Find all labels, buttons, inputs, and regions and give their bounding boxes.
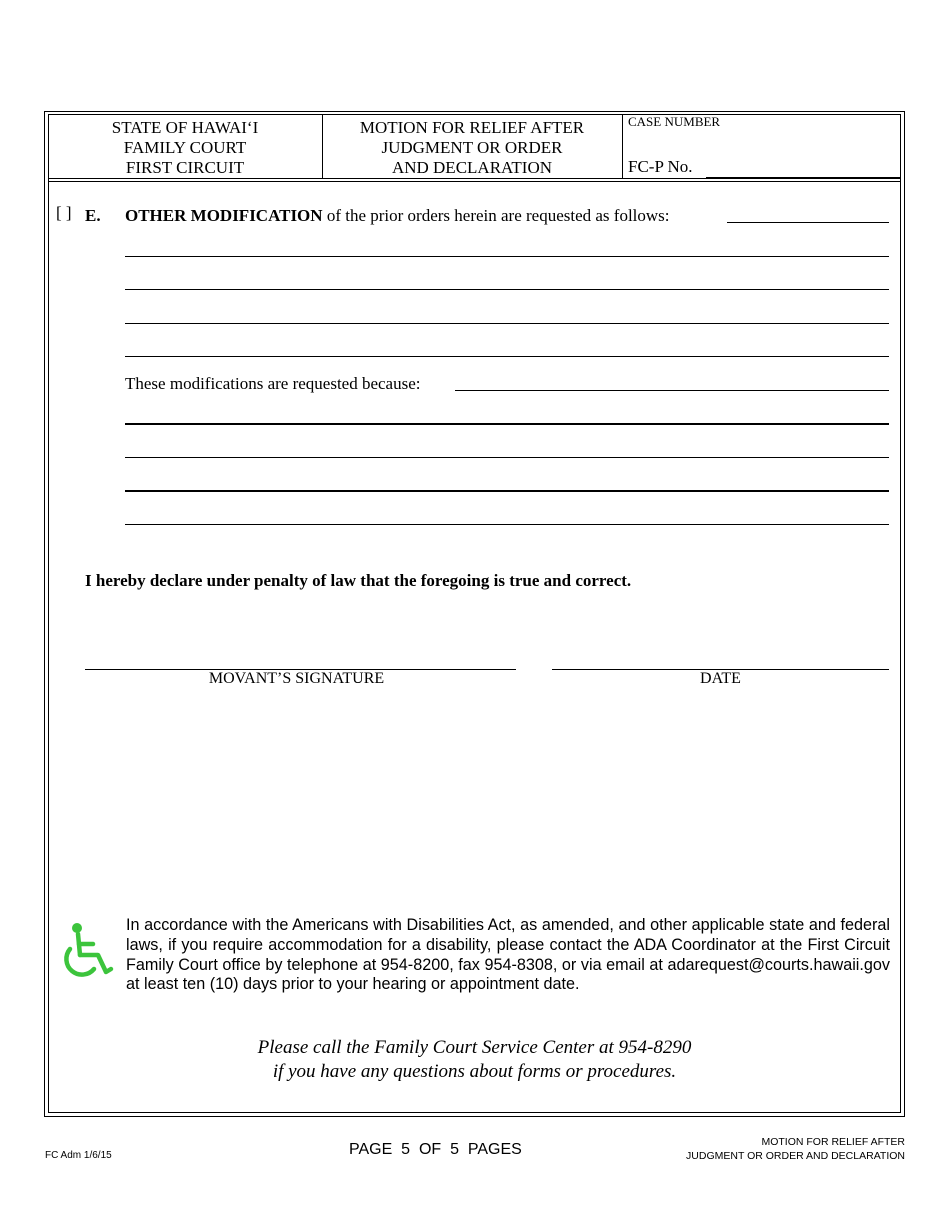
header-column-divider-2 [622, 114, 623, 179]
reason-input-line-1[interactable] [455, 390, 889, 391]
form-title-block [322, 118, 622, 178]
form-title-line-3: AND DECLARATION [391, 158, 553, 177]
modification-input-line-3[interactable] [125, 289, 889, 290]
ada-notice: In accordance with the Americans with Disabilities Act, as amended, and other applicable state and federal laws, if you require accommodation for a disability, please contact the ADA Coordinator at the First Circuit Family Court office by telephone at 954-8200, fax 954-8308, or via email at adarequest@courts.hawaii.gov at least ten (10) days prior to your hearing or appointment date. [126, 916, 890, 994]
footer-title-line-1: MOTION FOR RELIEF AFTER [761, 1136, 905, 1148]
page-number: PAGE 5 OF 5 PAGES [349, 1141, 522, 1158]
footer-title-line-2: JUDGMENT OR ORDER AND DECLARATION [686, 1150, 905, 1162]
section-e-letter: E. [85, 206, 101, 225]
reason-input-line-2[interactable] [125, 423, 889, 425]
modification-input-line-1[interactable] [727, 222, 889, 223]
section-e-checkbox[interactable]: [ ] [56, 203, 72, 222]
section-e-heading: OTHER MODIFICATION [125, 206, 323, 225]
reason-input-line-3[interactable] [125, 457, 889, 458]
modification-input-line-5[interactable] [125, 356, 889, 357]
section-e-heading-line [125, 206, 670, 226]
form-title-line-1: MOTION FOR RELIEF AFTER [359, 118, 585, 137]
service-center-line-2: if you have any questions about forms or procedures. [272, 1061, 677, 1082]
court-name-block [48, 118, 322, 178]
header-divider-double [48, 181, 901, 182]
form-title-line-2: JUDGMENT OR ORDER [381, 138, 563, 157]
modification-input-line-4[interactable] [125, 323, 889, 324]
wheelchair-icon [57, 922, 115, 982]
reason-input-line-5[interactable] [125, 524, 889, 525]
footer-title [686, 1135, 905, 1163]
reason-input-line-4[interactable] [125, 490, 889, 492]
form-id: FC Adm 1/6/15 [45, 1150, 112, 1161]
movant-signature-label: MOVANT’S SIGNATURE [208, 670, 385, 687]
court-division: FAMILY COURT [123, 138, 247, 157]
fcp-number-field[interactable] [706, 177, 901, 178]
service-center-line-1: Please call the Family Court Service Center at 954-8290 [257, 1037, 692, 1058]
court-state: STATE OF HAWAI‘I [111, 118, 259, 137]
because-label: These modifications are requested because: [125, 374, 421, 393]
fcp-number-label: FC-P No. [628, 157, 693, 176]
date-label: DATE [700, 670, 741, 687]
declaration-statement: I hereby declare under penalty of law that the foregoing is true and correct. [85, 571, 632, 590]
court-circuit: FIRST CIRCUIT [125, 158, 245, 177]
modification-input-line-2[interactable] [125, 256, 889, 257]
header-divider [48, 178, 901, 179]
case-number-label: CASE NUMBER [628, 114, 721, 129]
section-e-heading-rest: of the prior orders herein are requested as follows: [322, 206, 670, 225]
